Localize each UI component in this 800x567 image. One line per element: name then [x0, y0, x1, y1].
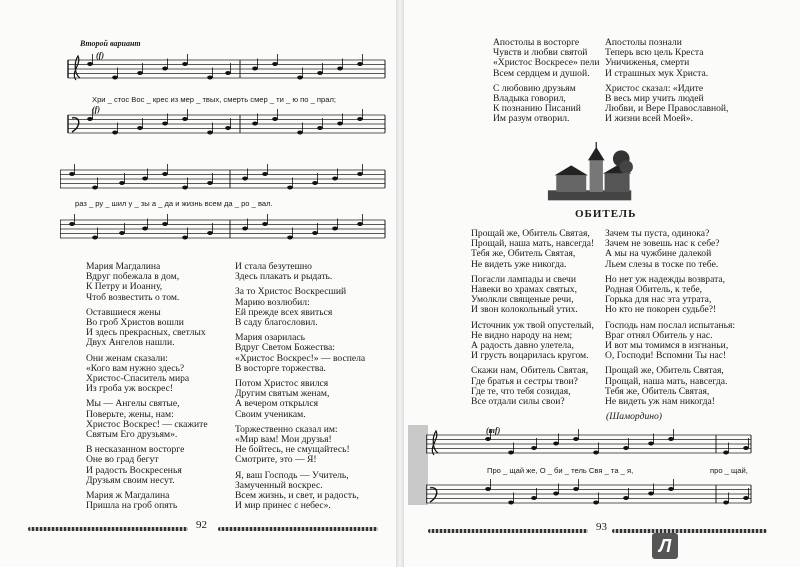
- stanza: Но нет уж надежды возврата, Родная Обитель, к тебе, Горька для нас эта утрата, Но кто не покорен судьбе?!: [605, 273, 726, 316]
- stanza: Апостолы познали Теперь всю цель Креста Уничиженья, смерти И страшных мук Христа.: [605, 37, 709, 79]
- dynamic-marking-treble: (f): [96, 51, 105, 60]
- score-lyrics-part-2: про _ щай,: [710, 466, 748, 475]
- stanza: За то Христос Воскресший Марию возлюбил: Ей прежде всех явиться В саду благословил.: [235, 286, 347, 329]
- note-head: [225, 126, 231, 130]
- note-head: [287, 186, 293, 190]
- poem-title: ОБИТЕЛЬ: [575, 208, 637, 220]
- score-lyrics-line-2: раз _ ру _ шил у _ зы а _ да и жизнь всем да _ ро _ вал.: [75, 199, 273, 208]
- note-head: [142, 227, 148, 231]
- note-head: [112, 76, 118, 80]
- note-head: [332, 227, 338, 231]
- note-head: [162, 172, 168, 176]
- poem-column-left-2: [235, 262, 393, 516]
- note-head: [69, 172, 75, 176]
- note-head: [317, 71, 323, 75]
- note-head: [272, 117, 278, 121]
- note-head: [242, 227, 248, 231]
- note-head: [262, 222, 268, 226]
- note-head: [142, 177, 148, 181]
- poem-column-right-top-1: [493, 38, 603, 130]
- note-head: [743, 446, 749, 450]
- note-head: [531, 496, 537, 500]
- stanza: Оставшиеся жены Во гроб Христов вошли И здесь прекрасных, светлых Двух Ангелов нашли.: [86, 306, 206, 349]
- note-head: [207, 231, 213, 235]
- note-head: [593, 451, 599, 455]
- stanza: Господь нам послал испытанья: Враг отнял Обитель у нас. И вот мы томимся в изгнаньи, О, Господи! Вспомни Ты нас!: [605, 319, 736, 362]
- monastery-illustration: [540, 142, 640, 202]
- note-head: [182, 62, 188, 66]
- note-head: [137, 126, 143, 130]
- note-head: [593, 501, 599, 505]
- stanza: Апостолы в восторге Чувств и любви святой «Христос Воскресе» пели Всем сердцем и душой.: [493, 37, 600, 79]
- note-head: [287, 236, 293, 240]
- stanza: Погасли лампады и свечи Навеки во храмах святых, Умолкли священые речи, И звон колокольный утих.: [471, 273, 578, 316]
- footer-ornament: [28, 527, 188, 531]
- note-head: [312, 231, 318, 235]
- note-head: [225, 71, 231, 75]
- page-number: 93: [596, 521, 607, 533]
- note-head: [553, 442, 559, 446]
- stanza: Христос сказал: «Идите В весь мир учить людей Любви, и Вере Православной, И жизни всей Моей».: [605, 82, 729, 125]
- poem-column-right-1: [471, 229, 603, 412]
- note-head: [648, 492, 654, 496]
- stanza: Мы — Ангелы святые, Поверьте, жены, нам: Христос Воскрес! — скажите Святым Его друзьям».: [86, 398, 208, 441]
- footer-ornament: [428, 529, 588, 533]
- stanza: Торжественно сказал им: «Мир вам! Мои друзья! Не бойтесь, не смущайтесь! Смотрите, это — Я!: [235, 423, 350, 466]
- note-head: [312, 181, 318, 185]
- note-head: [297, 76, 303, 80]
- page-number: 92: [196, 519, 207, 531]
- note-head: [623, 446, 629, 450]
- poem-column-right-top-2: [605, 38, 755, 130]
- note-head: [648, 442, 654, 446]
- stanza: В несказанном восторге Оне во град бегут И радость Воскресенья Друзьям своим несут.: [86, 444, 185, 486]
- note-head: [162, 67, 168, 71]
- stanza: Я, ваш Господь — Учитель, Замученный воскрес. Всем жизнь, и свет, и радость, И мир принес с небес».: [235, 469, 359, 512]
- note-head: [357, 117, 363, 121]
- stanza: Источник уж твой опустелый, Не видно народу на нем; А радость давно улетела, И грусть воцарилась кругом.: [471, 319, 594, 362]
- note-head: [262, 172, 268, 176]
- stanza: Зачем ты пуста, одинока? Зачем не зовешь нас к себе? А мы на чужбине далекой Льем слезы в тоске по тебе.: [605, 228, 720, 270]
- note-head: [531, 446, 537, 450]
- note-head: [87, 62, 93, 66]
- poem-column-left-1: [86, 262, 234, 516]
- note-head: [182, 236, 188, 240]
- score-bracket-shade: [408, 425, 428, 505]
- source-note: (Шамордино): [606, 411, 662, 422]
- footer-ornament: [612, 529, 767, 533]
- note-head: [137, 71, 143, 75]
- score-lyrics-part-1: Про _ щай же, О _ би _ тель Свя _ та _ я,: [487, 466, 634, 475]
- note-head: [207, 131, 213, 135]
- note-head: [162, 122, 168, 126]
- poem-column-right-2: [605, 229, 755, 412]
- note-head: [668, 437, 674, 441]
- note-head: [92, 186, 98, 190]
- note-head: [573, 437, 579, 441]
- dynamic-f: f: [94, 105, 98, 114]
- note-head: [485, 437, 491, 441]
- note-head: [162, 222, 168, 226]
- stanza: Мария ж Магдалина Пришла на гроб опять: [86, 490, 178, 512]
- note-head: [332, 177, 338, 181]
- note-head: [485, 487, 491, 491]
- note-head: [743, 496, 749, 500]
- note-head: [119, 231, 125, 235]
- footer-ornament: [218, 527, 378, 531]
- note-head: [508, 501, 514, 505]
- note-head: [357, 172, 363, 176]
- note-head: [337, 122, 343, 126]
- book-gutter: [396, 0, 404, 567]
- note-head: [92, 236, 98, 240]
- dynamic-marking: (mf): [486, 426, 501, 435]
- stanza: Мария озарилась Вдруг Светом Божества: «Христос Воскрес!» — воспела В восторге торжества.: [235, 332, 366, 374]
- note-head: [182, 186, 188, 190]
- note-head: [87, 117, 93, 121]
- stanza: Они женам сказали: «Кого вам нужно здесь? Христос-Спаситель мира Из гроба уж воскрес!: [86, 352, 190, 395]
- note-head: [357, 222, 363, 226]
- dynamic-f: f: [98, 51, 102, 60]
- note-head: [357, 62, 363, 66]
- stanza: С любовию друзьям Владыка говорил, К познанию Писаний Им разум отворил.: [493, 82, 581, 125]
- music-score-left: [60, 50, 390, 250]
- score-lyrics-line-1: Хри _ стос Вос _ крес из мер _ твых, смерть смер _ ти _ ю по _ прал;: [92, 95, 337, 104]
- dynamic-marking-bass: (f): [92, 105, 101, 114]
- variant-label: Второй вариант: [80, 39, 141, 48]
- note-head: [207, 181, 213, 185]
- note-head: [69, 222, 75, 226]
- note-head: [573, 487, 579, 491]
- note-head: [723, 451, 729, 455]
- note-head: [723, 501, 729, 505]
- stanza: И стала безутешно Здесь плакать и рыдать.: [235, 261, 333, 283]
- stanza: Скажи нам, Обитель Святая, Где братья и сестры твои? Где те, что тебя созидая, Все отдали силы свои?: [471, 365, 589, 408]
- note-head: [272, 62, 278, 66]
- note-head: [668, 487, 674, 491]
- note-head: [252, 122, 258, 126]
- stanza: Потом Христос явился Другим святым женам, А вечером открылся Своим ученикам.: [235, 378, 330, 420]
- treble-clef-icon: [74, 56, 80, 80]
- dynamic-mf: mf: [488, 426, 498, 435]
- note-head: [337, 67, 343, 71]
- publisher-logo: Л: [652, 533, 678, 559]
- note-head: [252, 67, 258, 71]
- stanza: Прощай же, Обитель Святая, Прощай, наша мать, навсегда. Тебя же, Обитель Святая, Не видеть уж нам никогда!: [605, 365, 728, 408]
- note-head: [207, 76, 213, 80]
- note-head: [553, 492, 559, 496]
- note-head: [119, 181, 125, 185]
- stanza: Мария Магдалина Вдруг побежала в дом, К Петру и Иоанну, Чтоб возвестить о том.: [86, 261, 180, 303]
- note-head: [508, 451, 514, 455]
- note-head: [112, 131, 118, 135]
- note-head: [317, 126, 323, 130]
- stanza: Прощай же, Обитель Святая, Прощай, наша мать, навсегда! Тебя же, Обитель Святая, Не видеть уже никогда.: [471, 228, 595, 270]
- note-head: [182, 117, 188, 121]
- note-head: [242, 177, 248, 181]
- note-head: [297, 131, 303, 135]
- note-head: [623, 496, 629, 500]
